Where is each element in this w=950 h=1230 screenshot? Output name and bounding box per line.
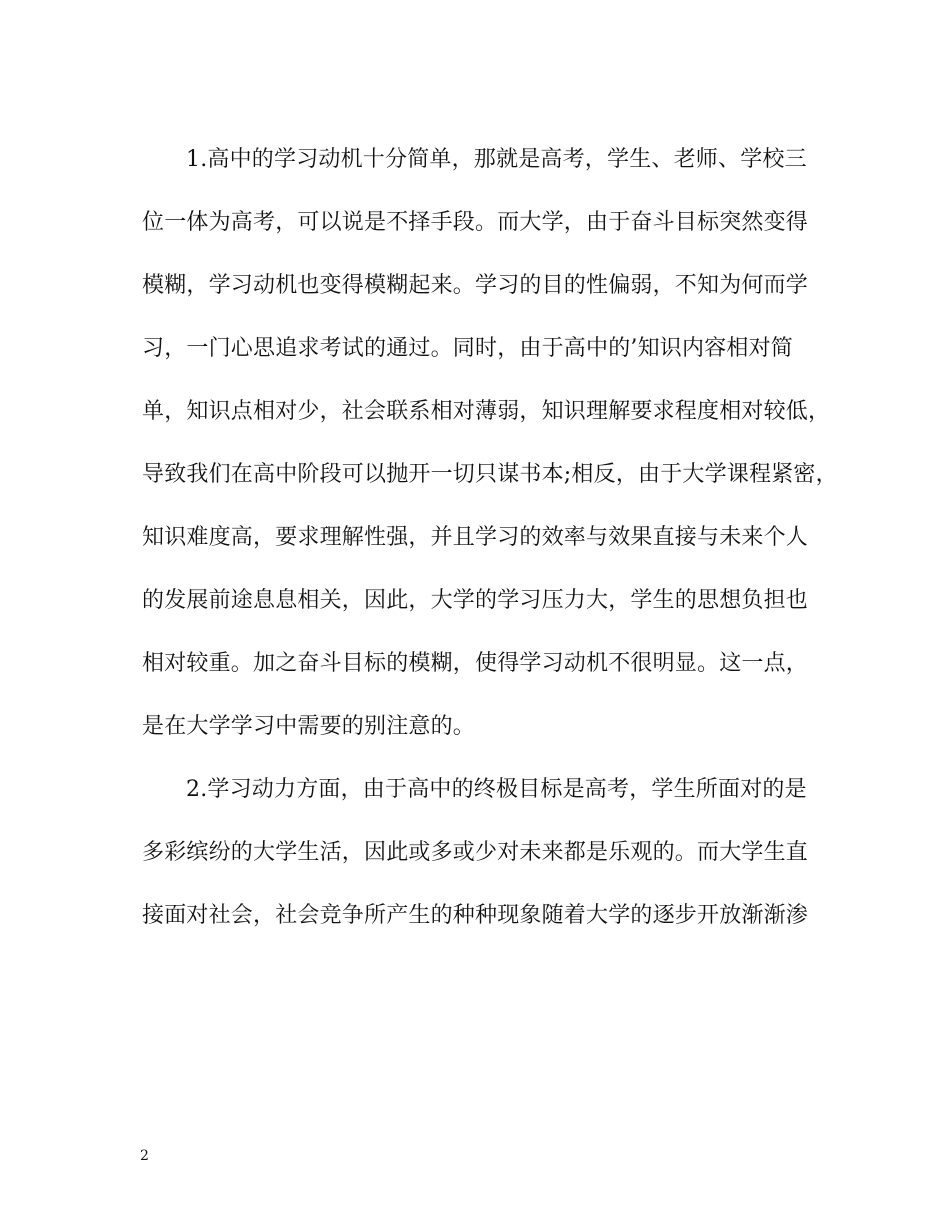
page-number: 2 [140,1148,149,1164]
text-line: 相对较重。加之奋斗目标的模糊，使得学习动机不很明显。这一点， [142,651,809,676]
text-line: 多彩缤纷的大学生活，因此或多或少对未来都是乐观的。而大学生直 [142,840,809,865]
text-line: 2.学习动力方面，由于高中的终极目标是高考，学生所面对的是 [186,777,807,802]
text-line: 位一体为高考，可以说是不择手段。而大学，由于奋斗目标突然变得 [142,210,809,235]
text-line: 1.高中的学习动机十分简单，那就是高考，学生、老师、学校三 [186,147,807,172]
text-line: 是在大学学习中需要的别注意的。 [142,714,476,739]
text-line: 接面对社会，社会竞争所产生的种种现象随着大学的逐步开放渐渐渗 [142,903,809,928]
text-line: 模糊，学习动机也变得模糊起来。学习的目的性偏弱，不知为何而学 [142,273,809,298]
text-line: 知识难度高，要求理解性强，并且学习的效率与效果直接与未来个人 [142,525,809,550]
text-line: 习，一门心思追求考试的通过。同时，由于高中的’知识内容相对简 [142,336,793,361]
body-text [142,140,838,959]
text-line: 单，知识点相对少，社会联系相对薄弱，知识理解要求程度相对较低， [142,399,831,424]
text-line: 的发展前途息息相关，因此，大学的学习压力大，学生的思想负担也 [142,588,809,613]
text-line: 导致我们在高中阶段可以抛开一切只谋书本;相反，由于大学课程紧密， [142,462,838,487]
